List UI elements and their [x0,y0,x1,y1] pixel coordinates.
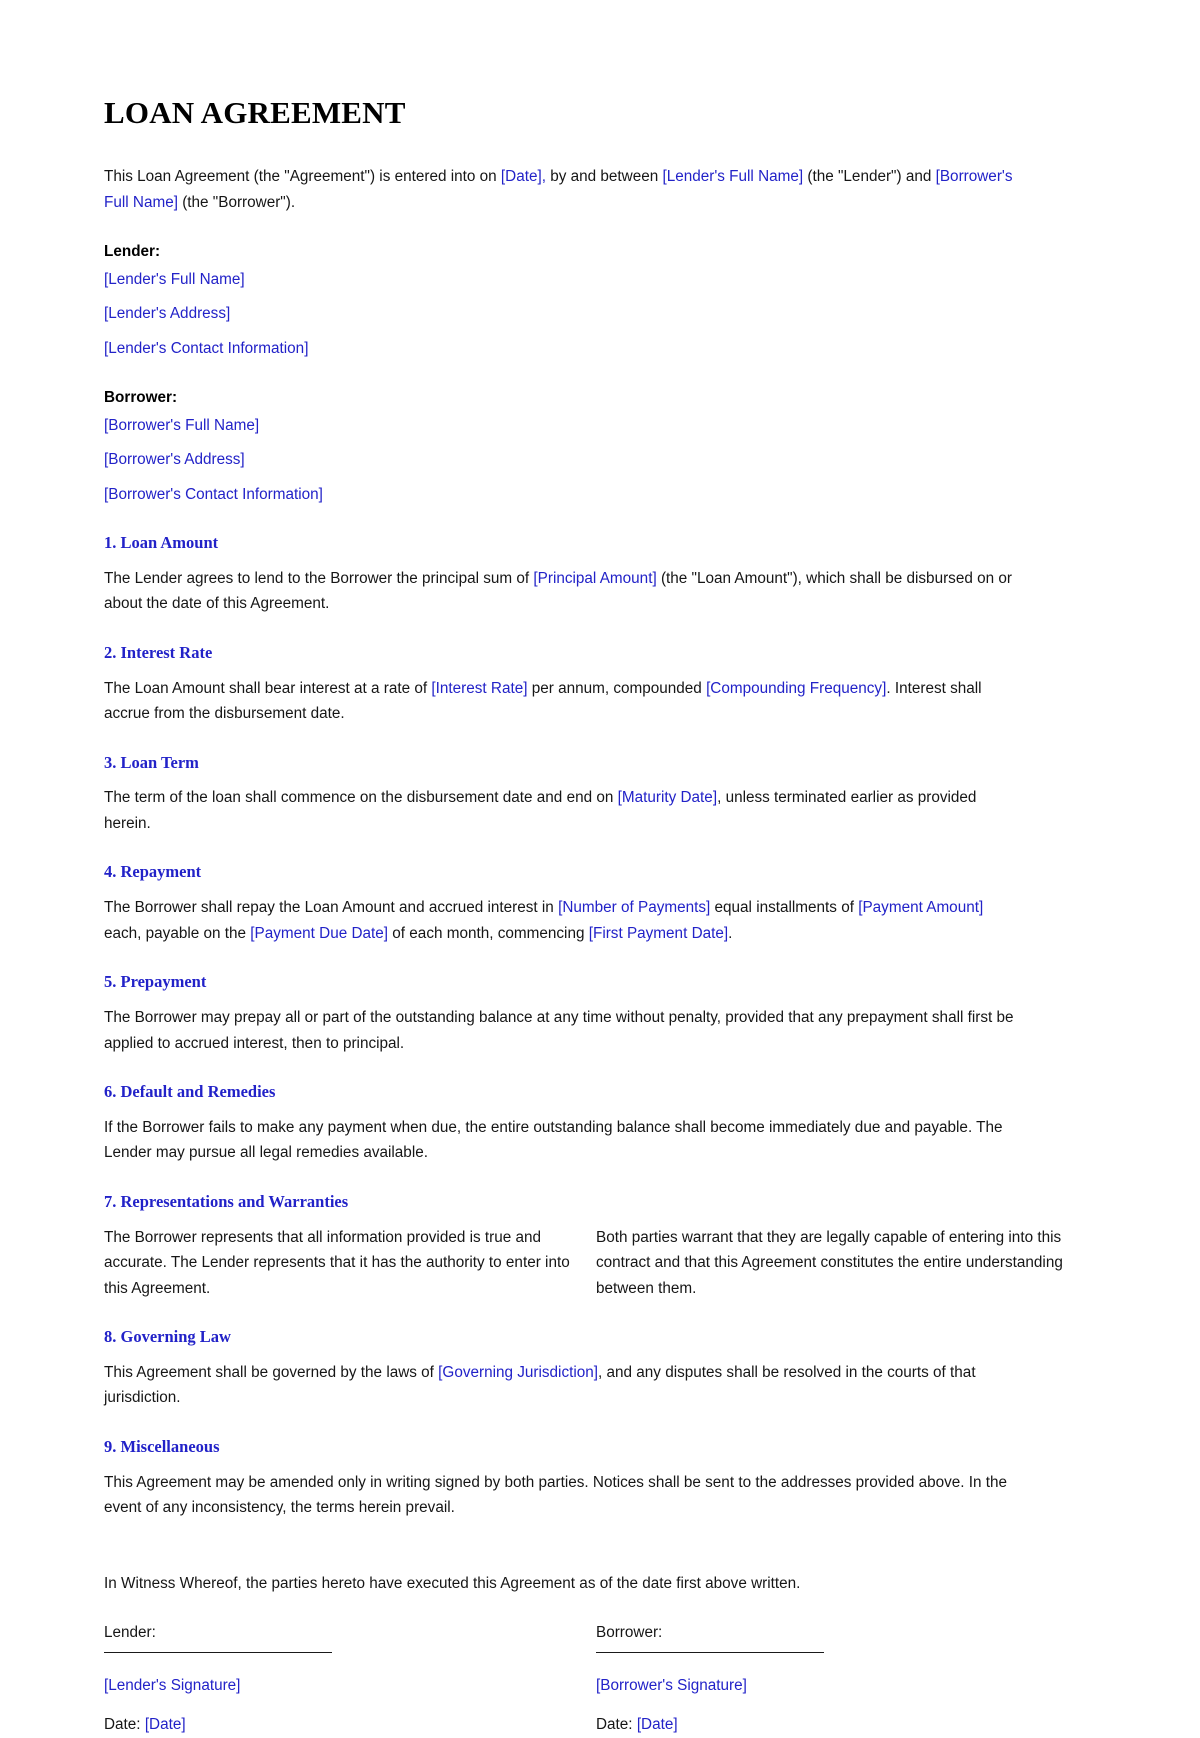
lender-name: [Lender's Full Name] [104,270,245,288]
s4-text-2: equal installments of [710,899,859,917]
intro-text-3: (the "Lender") and [803,168,936,186]
placeholder-interest-rate: [Interest Rate] [431,679,528,697]
section-body-default-and-remedies: If the Borrower fails to make any payment when due, the entire outstanding balance shall become immediately due and payable. The Lender may pursue all legal remedies available. [104,1118,1003,1162]
borrower-address: [Borrower's Address] [104,451,245,469]
section-heading-representations-and-warranties: 7. Representations and Warranties [104,1191,349,1211]
borrower-name: [Borrower's Full Name] [104,416,260,434]
section-body-repayment [104,895,1020,946]
section-body-miscellaneous: This Agreement may be amended only in writing signed by both parties. Notices shall be sent to the addresses provided above. In the event of any inconsistency, the terms herein prevail. [104,1473,1008,1517]
representations-column-left [104,1225,596,1302]
borrower-date-label: Date: [596,1716,637,1734]
s2-text-3: . Interest shall accrue from the disbursement date. [104,679,982,723]
placeholder-payment-amount: [Payment Amount] [858,899,984,917]
witness-clause: In Witness Whereof, the parties hereto have executed this Agreement as of the date first above written. [104,1574,801,1592]
representations-left-text: The Borrower represents that all information provided is true and accurate. The Lender represents that it has the authority to enter into this Agreement. [104,1228,570,1297]
s8-text-2: , and any disputes shall be resolved in the courts of that jurisdiction. [104,1363,976,1407]
section-heading-interest-rate: 2. Interest Rate [104,642,213,662]
placeholder-date: [Date], [500,168,546,186]
s4-text-3: each, payable on the [104,924,251,942]
borrower-signature-placeholder: [Borrower's Signature] [596,1676,747,1694]
s3-text-2: , unless terminated earlier as provided herein. [104,789,977,832]
section-body-prepayment: The Borrower may prepay all or part of the outstanding balance at any time without penalty, provided that any prepayment shall first be applied to accrued interest, then to principal. [104,1009,1014,1052]
s8-text-1: This Agreement shall be governed by the laws of [104,1363,439,1381]
representations-column-right [596,1225,1088,1302]
placeholder-first-payment-date: [First Payment Date] [588,924,729,942]
placeholder-borrower-full-name: [Borrower's Full Name] [104,168,1013,211]
page-title: LOAN AGREEMENT [104,95,406,130]
signature-block [104,1620,1020,1738]
placeholder-lender-date: [Date] [144,1716,186,1734]
section-heading-loan-term: 3. Loan Term [104,752,199,772]
borrower-signature-role: Borrower: [596,1624,663,1642]
s4-text-5: . [728,924,733,942]
borrower-signature-line[interactable] [596,1652,824,1653]
intro-text-4: (the "Borrower"). [177,193,296,211]
section-heading-default-and-remedies: 6. Default and Remedies [104,1082,276,1102]
intro-text-2: by and between [545,168,663,186]
lender-date-label: Date: [104,1716,145,1734]
lender-signature-line[interactable] [104,1652,332,1653]
s4-text-4: of each month, commencing [388,924,589,942]
signature-column-lender [104,1620,596,1738]
borrower-signature-date [596,1712,1088,1738]
placeholder-payment-due-date: [Payment Due Date] [250,924,389,942]
signature-spacer [104,1535,1020,1571]
placeholder-lender-full-name: [Lender's Full Name] [662,168,804,186]
section-body-governing-law [104,1360,1020,1411]
s2-text-2: per annum, compounded [527,679,707,697]
intro-paragraph [104,164,1020,215]
placeholder-borrower-date: [Date] [636,1716,678,1734]
lender-label: Lender: [104,243,161,261]
s3-text-1: The term of the loan shall commence on the disbursement date and end on [104,789,618,807]
s1-text-2: (the "Loan Amount"), which shall be disbursed on or about the date of this Agreement. [104,569,1012,613]
lender-contact: [Lender's Contact Information] [104,339,309,357]
placeholder-maturity-date: [Maturity Date] [617,789,718,807]
section-body-interest-rate [104,676,1020,727]
lender-signature-placeholder: [Lender's Signature] [104,1676,241,1694]
lender-signature-role: Lender: [104,1624,156,1642]
section-body-loan-term [104,785,1020,836]
section-heading-prepayment: 5. Prepayment [104,972,207,992]
lender-address: [Lender's Address] [104,305,231,323]
intro-text-1: This Loan Agreement (the "Agreement") is entered into on [104,168,501,186]
s1-text-1: The Lender agrees to lend to the Borrower the principal sum of [104,569,534,587]
signature-column-borrower [596,1620,1088,1738]
placeholder-number-of-payments: [Number of Payments] [558,899,711,917]
lender-signature-date [104,1712,596,1738]
s4-text-1: The Borrower shall repay the Loan Amount and accrued interest in [104,899,559,917]
borrower-contact: [Borrower's Contact Information] [104,485,323,503]
placeholder-principal-amount: [Principal Amount] [533,569,657,587]
placeholder-compounding-frequency: [Compounding Frequency] [706,679,887,697]
placeholder-governing-jurisdiction: [Governing Jurisdiction] [438,1363,599,1381]
section-heading-governing-law: 8. Governing Law [104,1327,231,1347]
section-heading-repayment: 4. Repayment [104,862,202,882]
representations-two-column [104,1225,1063,1302]
representations-right-text: Both parties warrant that they are legally capable of entering into this contract and that this Agreement constitutes the entire understanding between them. [596,1228,1063,1297]
section-body-loan-amount [104,566,1020,617]
section-heading-miscellaneous: 9. Miscellaneous [104,1436,220,1456]
borrower-label: Borrower: [104,389,178,407]
s2-text-1: The Loan Amount shall bear interest at a rate of [104,679,432,697]
section-heading-loan-amount: 1. Loan Amount [104,533,219,553]
